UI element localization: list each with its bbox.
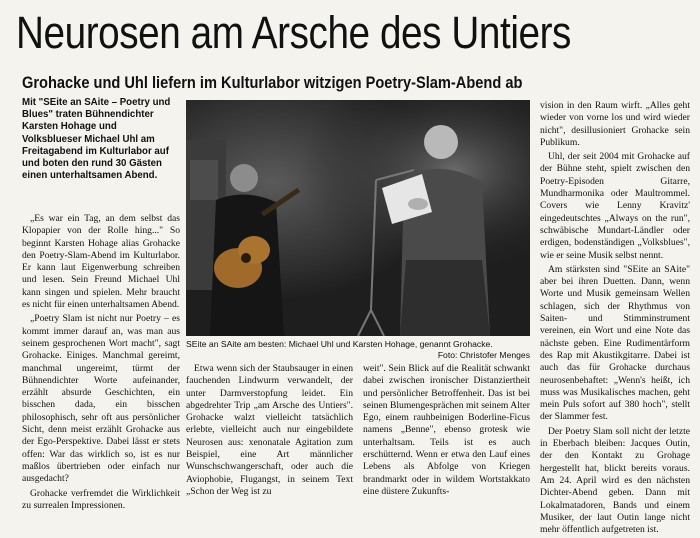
lead-paragraph: Mit "SEite an SAite – Poetry und Blues" traten Bühnendichter Karsten Hohage und Volksblueser Michael Uhl am Freitagabend im Kulturlabor auf und boten den rund 30 Gästen einen unterhaltsamen Abend. [22, 97, 171, 182]
photo-image [186, 100, 530, 336]
column-4 [540, 100, 690, 538]
photo-credit: Foto: Christofer Menges [437, 350, 530, 360]
subheadline: Grohacke und Uhl liefern im Kulturlabor witzigen Poetry-Slam-Abend ab [22, 73, 523, 92]
paragraph: Etwa wenn sich der Staubsauger in einen fauchenden Lindwurm verwandelt, der unter Darmverstopfung leidet. Ein abgedrehter Trip „am Arsche des Untiers". Grohacke walzt vielleicht tatsächlich erlebte, vielleicht auch nur eingebildete Neurosen aus: xenonatale Agitation zum Beispiel, eine Art männlicher Wunschschwangerschaft, oder auch die Aviophobie, Flugangst, in seinem Text „Schon der Weg ist zu [186, 363, 353, 497]
photo [186, 100, 530, 336]
caption-text: SEite an SAite am besten: Michael Uhl und Karsten Hohage, genannt Grohacke. [186, 339, 493, 349]
paragraph: Der Poetry Slam soll nicht der letzte in Eberbach bleiben: Jacques Outin, der den Kontakt zu Grohage hergestellt hat, blickt bereits voraus. Am 24. April wird es den nächsten Dichter-Abend geben. Dann mit Lokalmatadoren, Bands und einem Musiker, der laut Outin lange nicht mehr öffentlich aufgetreten ist. [540, 425, 690, 536]
headline: Neurosen am Arsche des Untiers [16, 7, 571, 58]
photo-caption [186, 339, 530, 361]
paragraph: Grohacke verfremdet die Wirklichkeit zu surrealen Impressionen. [22, 487, 180, 511]
paragraph: weit". Sein Blick auf die Realität schwankt dabei zwischen ironischer Distanziertheit und persönlicher Betroffenheit. Das ist bei seinen Blumengesprächen mit seinem Alter Ego, einem rauhbeinigen Boderline-Ficus namens „Benne", ebenso grotesk wie unterhaltsam. Teils ist es auch erschütternd. Wenn er etwa den Lauf eines Lebens als Abfolge von Kriegen brandmarkt oder in wildem Wortstakkato eine düstere Zukunfts- [363, 363, 530, 497]
paragraph: vision in den Raum wirft. „Alles geht wieder von vorne los und wird wieder nicht", desillusioniert Grohacke sein Publikum. [540, 100, 690, 148]
column-2 [186, 363, 353, 500]
paragraph: Am stärksten sind "SEite an SAite" aber bei ihren Duetten. Dann, wenn Worte und Musik gemeinsam Wellen schlagen, sich der Rhythmus von Saiten- und Stimminstrument vereinen, ein Wort und eine Note das nächste geben. Eine Rudimentärform des Rap mit Akustikgitarre. Dabei ist auch das für Grohacke durchaus neurosenbehaftet: „Wenn's heißt, ich muss was Musikalisches machen, geht mein Puls sofort auf 380 hoch", stellt der Slammer fest. [540, 263, 690, 423]
column-3 [363, 363, 530, 500]
paragraph: Uhl, der seit 2004 mit Grohacke auf der Bühne steht, spielt zwischen den Poetry-Episoden Gitarre, Mundharmonika oder Maultrommel. Covers wie Lenny Kravitz' eingedeutschtes „Always on the run", schwäbische Mundart-Ländler oder erdigen, bodenständigen „Volksblues", wie er seine Musik selbst nennt. [540, 151, 690, 261]
paragraph: „Es war ein Tag, an dem selbst das Klopapier von der Rolle hing..." So beginnt Karsten Hohage alias Grohacke den Poetry-Slam-Abend im Kulturlabor. Er kann laut Eigenwerbung schreiben und lesen. Sein Freund Michael Uhl kann singen und spielen. Mehr braucht es nicht für einen unterhaltsamen Abend. [22, 213, 180, 311]
column-1 [22, 213, 180, 514]
paragraph: „Poetry Slam ist nicht nur Poetry – es kommt immer darauf an, was man aus seinem gesprochenen Wort macht", sagt Grohacke. Einiges. Manchmal gereimt, manchmal ungereimt, türmt der Bühnendichter Worte aufeinander, erzählt absurde Geschichten, ein bisschen dada, ein bisschen philosophisch, sehr oft aus persönlicher Sicht, denn meist erzählt Grohacke aus der Ego-Perspektive. Dabei lässt er stets offen: War das wirklich so, ist es nur maßlos übertrieben oder einfach nur ausgedacht? [22, 313, 180, 485]
